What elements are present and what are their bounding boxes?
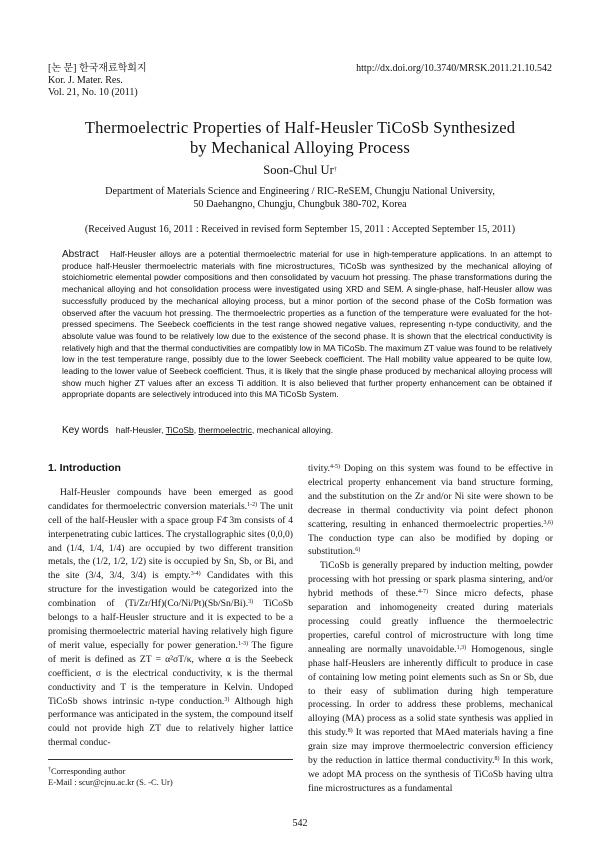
- citation: 8): [494, 756, 500, 763]
- citation: 6): [355, 547, 361, 554]
- keyword-2: TiCoSb: [165, 425, 194, 435]
- journal-abbrev: Kor. J. Mater. Res.: [48, 75, 123, 86]
- citation: 3-4): [190, 571, 201, 578]
- abstract-label: Abstract: [62, 249, 99, 260]
- footnote-divider: [48, 759, 293, 760]
- citation: 3): [224, 696, 230, 703]
- title-line-1: Thermoelectric Properties of Half-Heusler TiCoSb Synthesized: [84, 118, 516, 137]
- footnote: [48, 766, 173, 788]
- author-name: Soon-Chul Ur: [263, 163, 334, 177]
- corresponding-author-label: Corresponding author: [51, 766, 126, 776]
- citation: 4-7): [418, 589, 429, 596]
- keyword-3: thermoelectric: [198, 425, 252, 435]
- citation: 3,6): [543, 519, 553, 526]
- keyword-1: half-Heusler,: [115, 425, 164, 435]
- affiliation-line-2: 50 Daehangno, Chungju, Chungbuk 380-702, Korea: [193, 199, 407, 210]
- paper-title: [40, 118, 560, 158]
- page-number: 542: [292, 818, 308, 829]
- author-line: [0, 163, 600, 178]
- footnote-mark: †: [48, 767, 51, 773]
- keyword-4: , mechanical alloying.: [251, 425, 334, 435]
- abstract: [62, 249, 552, 401]
- received-dates: (Received August 16, 2011 : Received in revised form September 15, 2011 : Accepted September 15, 2011): [84, 224, 516, 235]
- intro-paragraph-2: TiCoSb is generally prepared by induction melting, powder processing with hot pressing or spark plasma sintering, and/or hybrid methods of these.$^{4-7)}$ Since micro defects, phase separation and inhomogeneity created during materials processing could greatly influence the thermoelectric properties, careful control of microstructure with long time annealing are normally unavoidable.$^{1,3)}$ Homogenous, single phase half-Heuslers are inherently difficult to produce in case of containing low meting point elements such as Sn or Sb, due to their easy of sublimation during high temperature processing. In order to address these problems, mechanical alloying (MA) process as a solid state synthesis was applied in this study.$^{8)}$ It was reported that MAed materials having a fine grain size may improve thermoelectric conversion efficiency by the reduction in lattice thermal conductivity.$^{8)}$ In this work, we adopt MA process on the synthesis of TiCoSb having ultra fine microstructures as a fundamental: [308, 560, 553, 794]
- abstract-text: Half-Heusler alloys are a potential thermoelectric material for use in high-temperature applications. In an attempt to produce half-Heusler thermoelectric materials with fine microstructures, TiCoSb was synthesized by the mechanical alloying of stoichiometric elemental powder compositions and then consolidated by vacuum hot pressing. The phase transformations during the mechanical alloying and hot consolidation process were investigated using XRD and SEM. A single-phase, half-Heusler allow was successfully produced by the mechanical alloying process, but a minor portion of the second phase of the CoSb formation was observed after the vacuum hot pressing. The thermoelectric properties as a function of the temperature were evaluated for the hot-pressed specimens. The Seebeck coefficients in the test range showed negative values, representing n-type conductivity, and the absolute value was found to be relatively low due to the existence of the second phase. It is shown that the electrical conductivity is relatively high and that the thermal conductivities are compatibly low in MA TiCoSb. The maximum ZT value was found to be relatively low in the test temperature range, possibly due to the lower Seebeck coefficient. The Hall mobility value appeared to be quite low, leading to the lower value of Seebeck coefficient. Thus, it is likely that the single phase produced by mechanical alloying process will show much higher ZT values after an excess Ti addition. It is also believed that further property enhancement can be obtained if appropriate dopants are selectively introduced into this MA TiCoSb System.: [62, 249, 552, 400]
- citation: 1-3): [237, 640, 248, 647]
- journal-header: [48, 63, 147, 99]
- keywords: Key words half-Heusler, TiCoSb, thermoelectric, mechanical alloying.: [62, 425, 334, 436]
- citation: 3): [248, 599, 254, 606]
- citation: 8): [347, 728, 353, 735]
- keywords-label: Key words: [62, 425, 109, 436]
- corresponding-email: E-Mail : scur@cjnu.ac.kr (S. -C. Ur): [48, 777, 173, 787]
- intro-paragraph-1-cont: tivity.$^{4-5)}$ Doping on this system was found to be effective in electrical property enhancement via band structure forming, and the substitution on the Zr and/or Ni site were shown to be decrease in thermal conductivity via point defect phonon scattering, resulting in enhanced thermoelectric properties.$^{3,6)}$ The conduction type can also be modified by doping or substitution.$^{6)}$: [308, 463, 553, 558]
- journal-korean-name: [논 문] 한국재료학회지: [48, 63, 147, 74]
- citation: 1,3): [456, 644, 467, 651]
- citation: 1-2): [247, 501, 258, 508]
- left-column: [48, 462, 293, 750]
- citation: 4-5): [330, 464, 341, 470]
- right-column: [308, 462, 553, 796]
- journal-volume: Vol. 21, No. 10 (2011): [48, 87, 138, 98]
- section-heading: 1. Introduction: [48, 462, 121, 474]
- title-line-2: by Mechanical Alloying Process: [189, 138, 410, 157]
- author-mark: †: [333, 167, 337, 173]
- affiliation-line-1: Department of Materials Science and Engineering / RIC-ReSEM, Chungju National University,: [105, 186, 495, 197]
- intro-paragraph-1: Half-Heusler compounds have been emerged as good candidates for thermoelectric conversion materials.$^{1-2)}$ The unit cell of the half-Heusler with a space group F4̄ 3m consists of 4 interpenetrating cubic lattices. The crystallographic sites (0,0,0) and (1/4, 1/4, 1/4) are occupied by two different transition metals, the (1/2, 1/2, 1/2) site is occupied by Sn, Sb, or Bi, and the site (3/4, 3/4, 3/4) is empty.$^{3-4)}$ Candidates with this structure for the investigation would be categorized into the combination of (Ti/Zr/Hf)(Co/Ni/Pt)(Sb/Sn/Bi).$^{3)}$ TiCoSb belongs to a half-Heusler structure and it is expected to be a promising thermoelectric material having relatively high figure of merit value, especially for power generation.$^{1-3)}$ The figure of merit is defined as ZT = α²σT/κ, where α is the Seebeck coefficient, σ is the electrical conductivity, κ is the thermal conductivity and T is the temperature in Kelvin. Undoped TiCoSb shows intrinsic n-type conduction.$^{3)}$ Although high performance was anticipated in the system, the compound itself could not provide high ZT due to relatively higher lattice thermal conduc-: [48, 486, 294, 749]
- affiliation: [70, 185, 530, 211]
- doi-link[interactable]: http://dx.doi.org/10.3740/MRSK.2011.21.10.542: [356, 63, 552, 74]
